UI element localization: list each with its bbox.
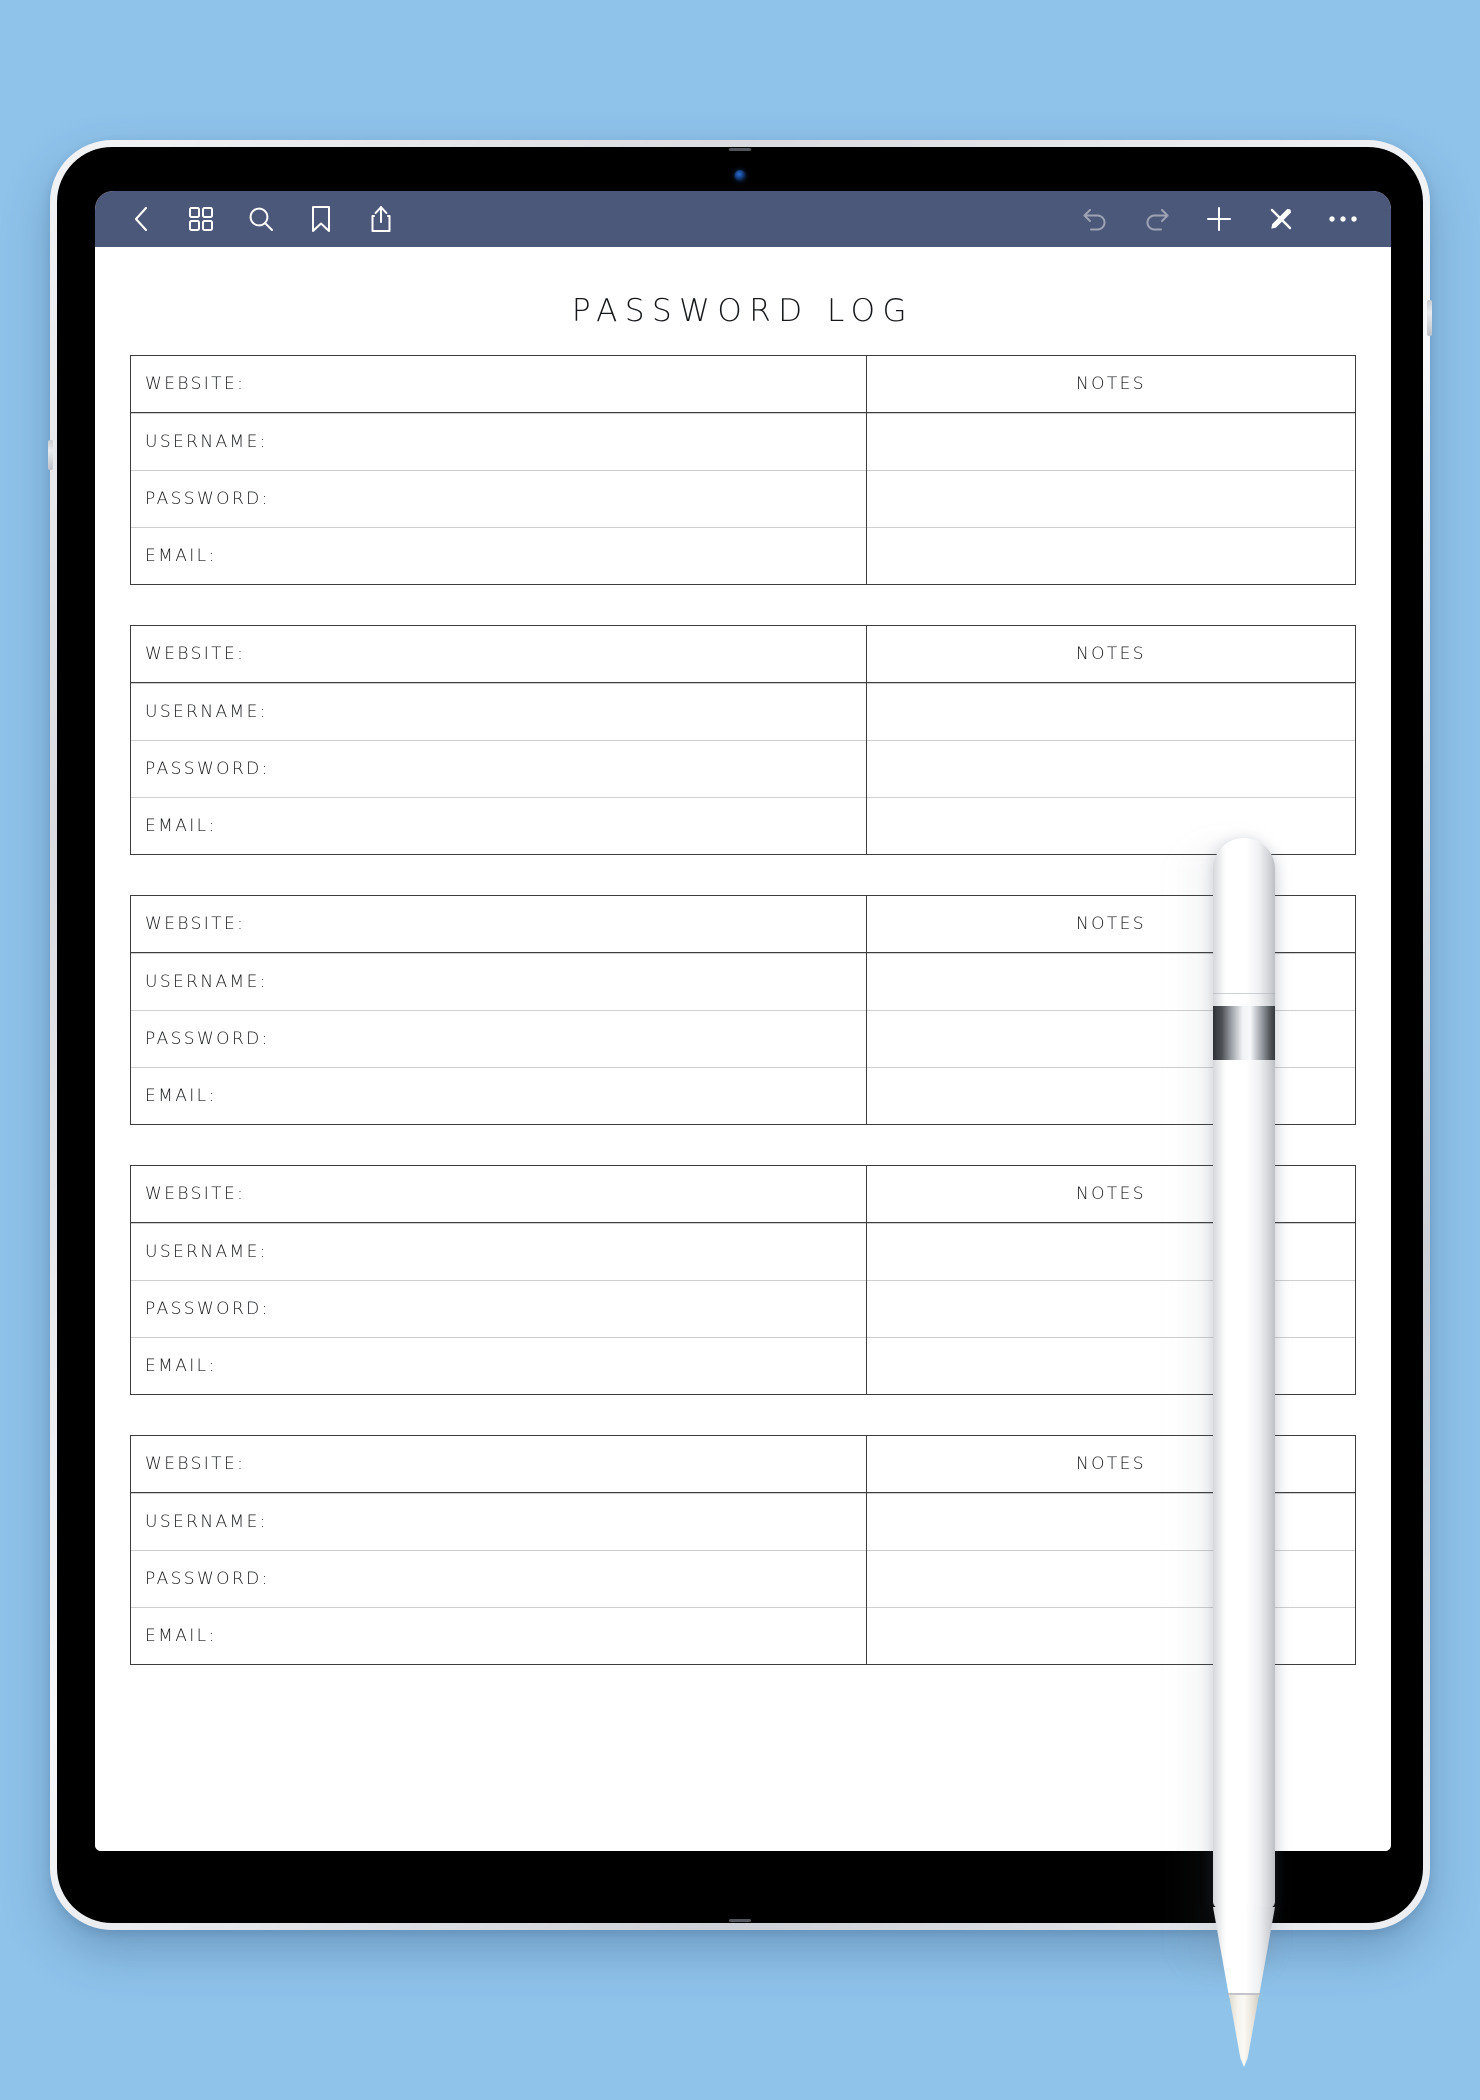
notes-cell[interactable] — [867, 470, 1355, 527]
redo-button[interactable] — [1133, 197, 1181, 241]
password-entry-block — [130, 895, 1356, 1125]
notes-header: NOTES — [867, 356, 1355, 413]
field-row-password[interactable]: PASSWORD: — [131, 1280, 866, 1337]
back-button[interactable] — [117, 197, 165, 241]
field-row-website[interactable]: WEBSITE: — [131, 896, 866, 953]
entry-fields-column — [131, 896, 866, 1124]
field-row-username[interactable]: USERNAME: — [131, 1223, 866, 1280]
entry-fields-column — [131, 1166, 866, 1394]
tablet-device — [50, 140, 1430, 1930]
field-row-username[interactable]: USERNAME: — [131, 413, 866, 470]
pencil-tip — [1229, 1995, 1259, 2067]
notes-column — [866, 896, 1355, 1124]
plus-icon — [1205, 205, 1233, 233]
grid-icon — [188, 206, 214, 232]
notes-header: NOTES — [867, 1436, 1355, 1493]
share-icon — [369, 204, 393, 234]
notes-header: NOTES — [867, 1166, 1355, 1223]
volume-button[interactable] — [48, 440, 53, 470]
notes-header: NOTES — [867, 626, 1355, 683]
search-button[interactable] — [237, 197, 285, 241]
toolbar-right-group — [1057, 197, 1367, 241]
notes-cell[interactable] — [867, 797, 1355, 854]
field-row-password[interactable]: PASSWORD: — [131, 740, 866, 797]
field-row-email[interactable]: EMAIL: — [131, 797, 866, 854]
password-entry-block — [130, 1165, 1356, 1395]
notes-cell[interactable] — [867, 413, 1355, 470]
notes-column — [866, 1436, 1355, 1664]
ellipsis-icon — [1328, 214, 1358, 224]
field-row-email[interactable]: EMAIL: — [131, 1067, 866, 1124]
bookmark-button[interactable] — [297, 197, 345, 241]
field-row-email[interactable]: EMAIL: — [131, 1337, 866, 1394]
pen-markup-icon — [1267, 205, 1295, 233]
password-entry-block — [130, 625, 1356, 855]
bottom-microphone — [729, 1919, 751, 1922]
thumbnails-button[interactable] — [177, 197, 225, 241]
field-row-email[interactable]: EMAIL: — [131, 527, 866, 584]
notes-cell[interactable] — [867, 740, 1355, 797]
notes-cell[interactable] — [867, 1493, 1355, 1550]
notes-cell[interactable] — [867, 1067, 1355, 1124]
notes-cell[interactable] — [867, 1550, 1355, 1607]
more-button[interactable] — [1319, 197, 1367, 241]
password-blocks-container — [130, 355, 1356, 1665]
field-row-password[interactable]: PASSWORD: — [131, 470, 866, 527]
notes-cell[interactable] — [867, 527, 1355, 584]
toolbar-left-group — [117, 197, 417, 241]
notes-cell[interactable] — [867, 1223, 1355, 1280]
undo-icon — [1081, 206, 1109, 232]
add-button[interactable] — [1195, 197, 1243, 241]
top-microphone — [729, 148, 751, 151]
notes-cell[interactable] — [867, 683, 1355, 740]
notes-cell[interactable] — [867, 1010, 1355, 1067]
password-entry-block — [130, 355, 1356, 585]
notes-cell[interactable] — [867, 953, 1355, 1010]
power-button[interactable] — [1427, 300, 1432, 336]
notes-column — [866, 626, 1355, 854]
field-row-username[interactable]: USERNAME: — [131, 683, 866, 740]
redo-icon — [1143, 206, 1171, 232]
notes-column — [866, 356, 1355, 584]
field-row-username[interactable]: USERNAME: — [131, 953, 866, 1010]
entry-fields-column — [131, 626, 866, 854]
chevron-left-icon — [130, 204, 152, 234]
notes-cell[interactable] — [867, 1607, 1355, 1664]
field-row-website[interactable]: WEBSITE: — [131, 626, 866, 683]
field-row-website[interactable]: WEBSITE: — [131, 1436, 866, 1493]
notes-cell[interactable] — [867, 1337, 1355, 1394]
document-page — [95, 247, 1391, 1851]
field-row-password[interactable]: PASSWORD: — [131, 1010, 866, 1067]
page-title: PASSWORD LOG — [571, 293, 915, 329]
entry-fields-column — [131, 1436, 866, 1664]
password-entry-block — [130, 1435, 1356, 1665]
field-row-website[interactable]: WEBSITE: — [131, 356, 866, 413]
field-row-website[interactable]: WEBSITE: — [131, 1166, 866, 1223]
entry-fields-column — [131, 356, 866, 584]
field-row-username[interactable]: USERNAME: — [131, 1493, 866, 1550]
tablet-bezel — [57, 147, 1423, 1923]
pencil-tip-seam — [1227, 1993, 1261, 1995]
field-row-email[interactable]: EMAIL: — [131, 1607, 866, 1664]
notes-cell[interactable] — [867, 1280, 1355, 1337]
notes-header: NOTES — [867, 896, 1355, 953]
undo-button[interactable] — [1071, 197, 1119, 241]
search-icon — [247, 205, 275, 233]
bookmark-icon — [309, 204, 333, 234]
app-toolbar — [95, 191, 1391, 247]
front-camera-icon — [735, 170, 746, 181]
notes-column — [866, 1166, 1355, 1394]
share-button[interactable] — [357, 197, 405, 241]
app-screen — [95, 191, 1391, 1851]
field-row-password[interactable]: PASSWORD: — [131, 1550, 866, 1607]
markup-button[interactable] — [1257, 197, 1305, 241]
